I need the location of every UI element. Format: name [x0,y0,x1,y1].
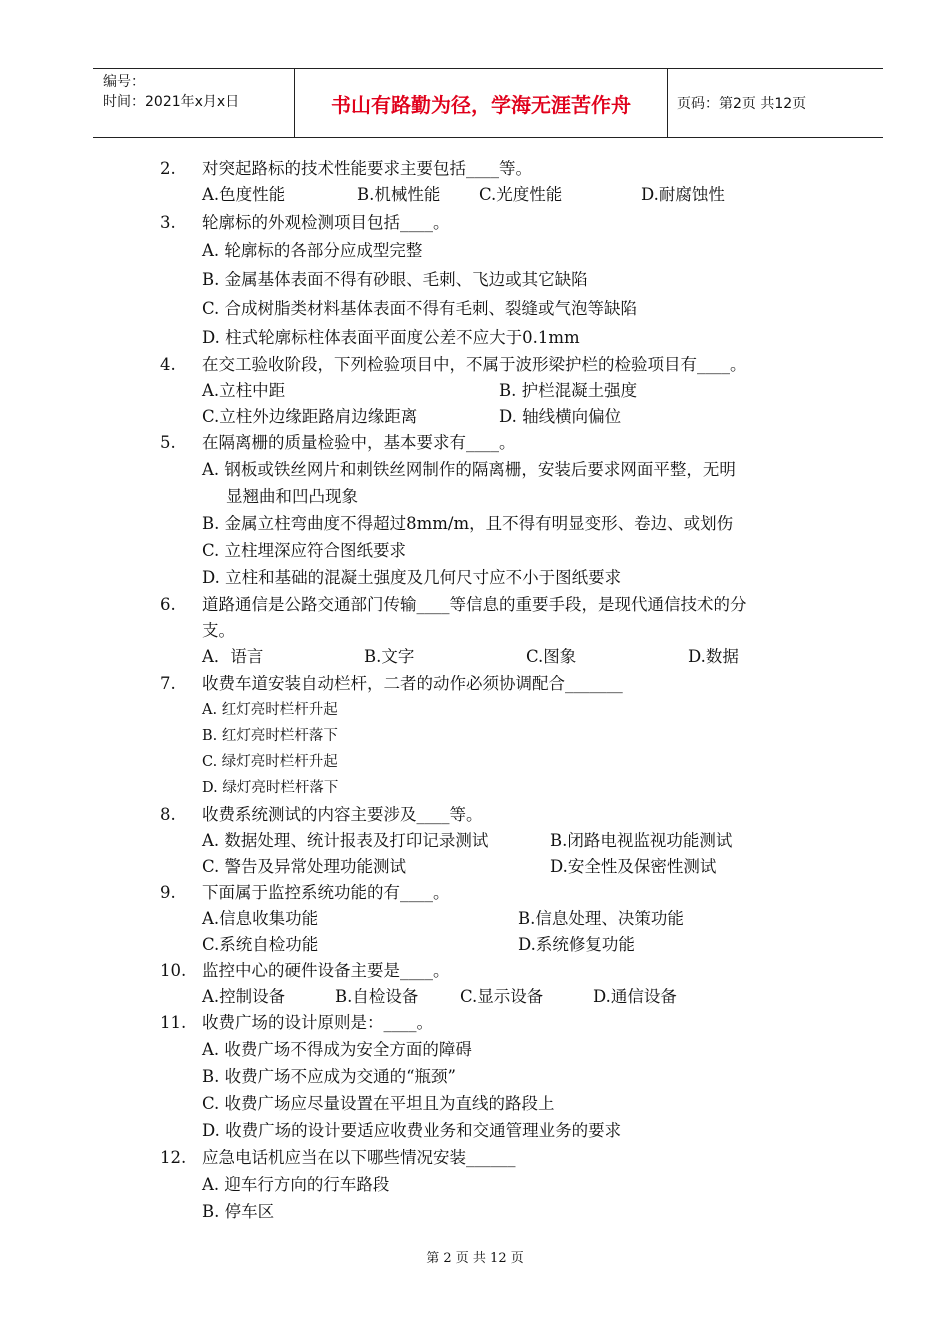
option: A. 迎车行方向的行车路段 [202,1175,390,1194]
question-text: 在隔离栅的质量检验中，基本要求有____。 [202,433,516,452]
question: 10. 监控中心的硬件设备主要是____。 [160,961,450,980]
question: 11. 收费广场的设计原则是：____。 [160,1013,433,1032]
question: 7. 收费车道安装自动栏杆，二者的动作必须协调配合_______ [160,674,623,693]
question: 3. 轮廓标的外观检测项目包括____。 [160,213,450,232]
motto: 书山有路勤为径，学海无涯苦作舟 [295,69,668,137]
option-row [160,984,850,1010]
question-text: 轮廓标的外观检测项目包括____。 [202,213,450,232]
option-row [160,828,850,854]
option: C.显示设备 [460,987,544,1006]
option: D.通信设备 [593,987,677,1006]
question-text-continuation: 支。 [202,621,235,640]
option-row [160,182,850,208]
option-row [160,932,850,958]
option: A. 轮廓标的各部分应成型完整 [202,241,423,260]
question: 4. 在交工验收阶段，下列检验项目中，不属于波形梁护栏的检验项目有____。 [160,355,747,374]
option: A.立柱中距 [202,381,286,400]
page-indicator: 页码：第2页 共12页 [677,96,807,112]
page-footer: 第 2 页 共 12 页 [426,1251,524,1266]
question: 2. 对突起路标的技术性能要求主要包括____等。 [160,159,532,178]
option: D. 绿灯亮时栏杆落下 [202,780,339,796]
option: D.数据 [688,647,739,666]
option: B. 收费广场不应成为交通的“瓶颈” [202,1067,456,1086]
option: C. 绿灯亮时栏杆升起 [202,754,338,770]
option: A. 数据处理、统计报表及打印记录测试 [202,831,489,850]
option: A. 红灯亮时栏杆升起 [202,702,338,718]
time-label: 时间：2021年x月x日 [103,94,240,110]
option: A．语言 [202,647,264,666]
option: C.光度性能 [479,185,563,204]
option: D.系统修复功能 [518,935,635,954]
option: B.机械性能 [357,185,441,204]
option-row [160,378,850,404]
question-text: 收费广场的设计原则是：____。 [202,1013,433,1032]
option: D.耐腐蚀性 [641,185,725,204]
option-row [160,854,850,880]
option: C. 合成树脂类材料基体表面不得有毛刺、裂缝或气泡等缺陷 [202,299,638,318]
question-text: 对突起路标的技术性能要求主要包括____等。 [202,159,532,178]
option: B. 金属立柱弯曲度不得超过8mm/m，且不得有明显变形、卷边、或划伤 [202,514,734,533]
option: A. 钢板或铁丝网片和刺铁丝网制作的隔离栅，安装后要求网面平整，无明 [202,460,736,479]
question-text: 道路通信是公路交通部门传输____等信息的重要手段，是现代通信技术的分 [202,595,747,614]
question-list [160,156,850,1225]
option: C.立柱外边缘距路肩边缘距离 [202,407,418,426]
question: 5. 在隔离栅的质量检验中，基本要求有____。 [160,433,516,452]
question-text: 监控中心的硬件设备主要是____。 [202,961,450,980]
question-text: 应急电话机应当在以下哪些情况安装______ [202,1148,516,1167]
question: 9. 下面属于监控系统功能的有____。 [160,883,450,902]
option: B.文字 [364,647,415,666]
option: D. 柱式轮廓标柱体表面平面度公差不应大于0.1mm [202,328,580,347]
option-row [160,404,850,430]
option: D.安全性及保密性测试 [550,857,717,876]
option: B.自检设备 [335,987,419,1006]
question: 8. 收费系统测试的内容主要涉及____等。 [160,805,483,824]
question-text: 收费车道安装自动栏杆，二者的动作必须协调配合_______ [202,674,623,693]
option-row [160,906,850,932]
option: C. 收费广场应尽量设置在平坦且为直线的路段上 [202,1094,555,1113]
option: D. 收费广场的设计要适应收费业务和交通管理业务的要求 [202,1121,622,1140]
option-row [160,644,850,670]
option: C.图象 [526,647,577,666]
option: D. 轴线横向偏位 [499,407,622,426]
option: B. 金属基体表面不得有砂眼、毛刺、飞边或其它缺陷 [202,270,588,289]
option: D. 立柱和基础的混凝土强度及几何尺寸应不小于图纸要求 [202,568,622,587]
option: B.闭路电视监视功能测试 [550,831,733,850]
question-text: 在交工验收阶段，下列检验项目中，不属于波形梁护栏的检验项目有____。 [202,355,747,374]
option: A.色度性能 [202,185,286,204]
option: C. 警告及异常处理功能测试 [202,857,407,876]
serial-label: 编号： [103,74,145,90]
option: B. 停车区 [202,1202,275,1221]
page-header [93,68,883,138]
question: 12. 应急电话机应当在以下哪些情况安装______ [160,1148,516,1167]
option: B. 红灯亮时栏杆落下 [202,728,338,744]
question: 6. 道路通信是公路交通部门传输____等信息的重要手段，是现代通信技术的分 [160,595,747,614]
option: A.控制设备 [202,987,286,1006]
header-meta [93,69,295,137]
option: A. 收费广场不得成为安全方面的障碍 [202,1040,472,1059]
question-text: 下面属于监控系统功能的有____。 [202,883,450,902]
option: B.信息处理、决策功能 [518,909,684,928]
option: C. 立柱埋深应符合图纸要求 [202,541,407,560]
option: A.信息收集功能 [202,909,319,928]
option: C.系统自检功能 [202,935,319,954]
option-continuation: 显翘曲和凹凸现象 [226,487,358,506]
question-text: 收费系统测试的内容主要涉及____等。 [202,805,483,824]
option: B. 护栏混凝土强度 [499,381,638,400]
